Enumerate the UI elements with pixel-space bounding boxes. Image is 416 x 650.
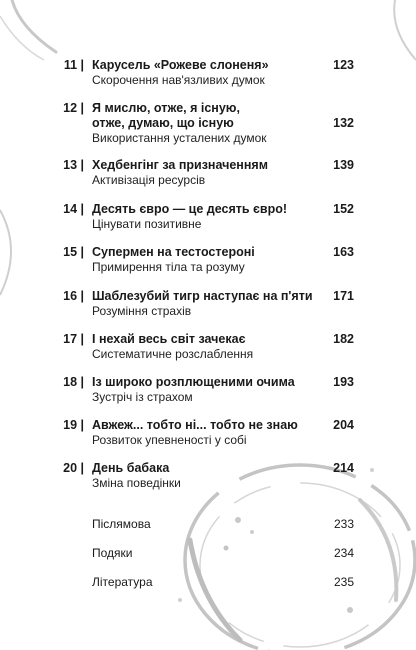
- chapter-title: Шаблезубий тигр наступає на п'яти: [92, 289, 313, 303]
- chapter-subtitle: Розвиток упевненості у собі: [92, 433, 247, 447]
- chapter-title: Хедбенгінг за призначенням: [92, 158, 268, 172]
- chapter-title: Супермен на тестостероні: [92, 245, 255, 259]
- page-number: 214: [333, 461, 354, 475]
- chapter-subtitle: Зміна поведінки: [92, 476, 181, 490]
- chapter-title: Десять євро — це десять євро!: [92, 202, 288, 216]
- chapter-subtitle: Розуміння страхів: [92, 304, 192, 318]
- chapter-number: 14 |: [63, 202, 84, 216]
- chapter-number: 17 |: [63, 332, 84, 346]
- back-matter-label: Післямова: [92, 517, 151, 531]
- page-number: 123: [333, 58, 354, 72]
- chapter-number: 15 |: [63, 245, 84, 259]
- chapter-title-line2: отже, думаю, що існую: [92, 116, 234, 130]
- page-number: 233: [333, 517, 354, 531]
- page-number: 235: [333, 575, 354, 589]
- page-number: 152: [333, 202, 354, 216]
- page-number: 234: [333, 546, 354, 560]
- chapter-number: 13 |: [63, 158, 84, 172]
- chapter-title: Карусель «Рожеве слоненя»: [92, 58, 269, 72]
- chapter-subtitle: Активізація ресурсів: [92, 173, 206, 187]
- chapter-number: 16 |: [63, 289, 84, 303]
- chapter-number: 19 |: [63, 418, 84, 432]
- back-matter-label: Література: [92, 575, 153, 589]
- chapter-number: 12 |: [63, 101, 84, 115]
- chapter-subtitle: Цінувати позитивне: [92, 217, 202, 231]
- chapter-title: Я мислю, отже, я існую,: [92, 101, 240, 115]
- chapter-subtitle: Примирення тіла та розуму: [92, 260, 245, 274]
- chapter-number: 11 |: [63, 58, 84, 72]
- chapter-title: І нехай весь світ зачекає: [92, 332, 246, 346]
- chapter-subtitle: Використання усталених думок: [92, 131, 267, 145]
- chapter-number: 20 |: [63, 461, 84, 475]
- chapter-subtitle: Систематичне розслаблення: [92, 347, 254, 361]
- chapter-title: День бабака: [92, 461, 170, 475]
- page-number: 182: [333, 332, 354, 346]
- page-number: 171: [333, 289, 354, 303]
- chapter-number: 18 |: [63, 375, 84, 389]
- page-number: 132: [333, 116, 354, 130]
- chapter-subtitle: Зустріч із страхом: [92, 390, 193, 404]
- back-matter-label: Подяки: [92, 546, 133, 560]
- chapter-title: Із широко розплющеними очима: [92, 375, 295, 389]
- page-number: 139: [333, 158, 354, 172]
- chapter-title: Авжеж... тобто ні... тобто не знаю: [92, 418, 298, 432]
- page-number: 163: [333, 245, 354, 259]
- page-number: 204: [333, 418, 354, 432]
- page-number: 193: [333, 375, 354, 389]
- chapter-subtitle: Скорочення нав'язливих думок: [92, 73, 265, 87]
